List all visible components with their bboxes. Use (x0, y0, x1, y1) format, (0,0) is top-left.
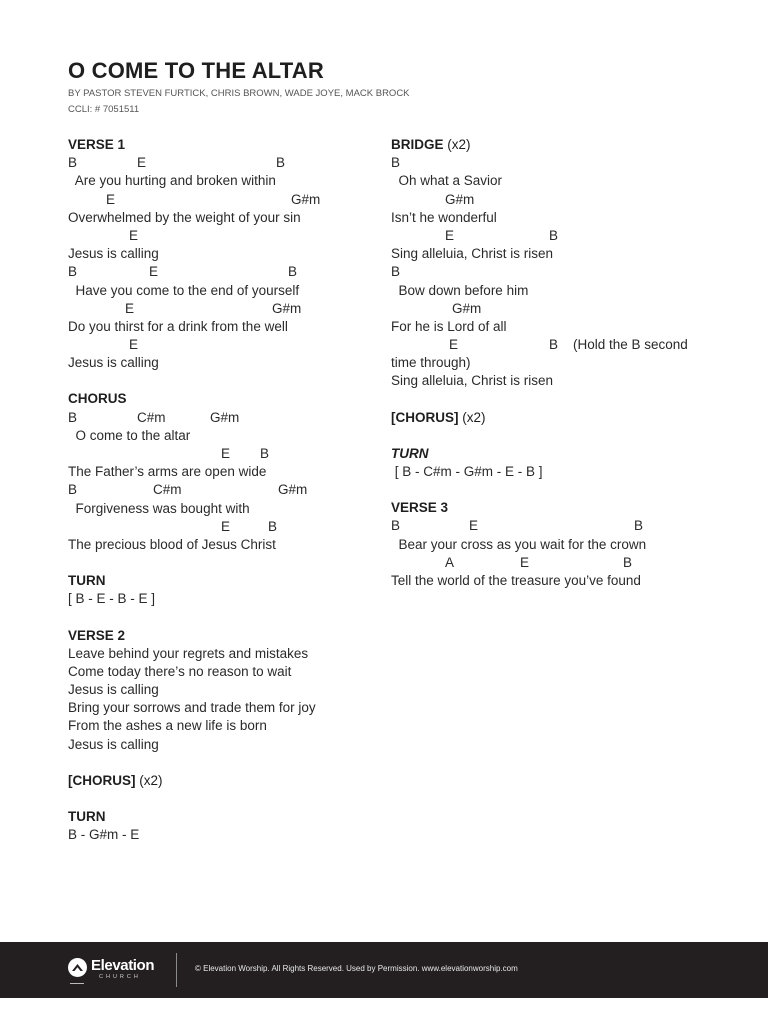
chord: B (68, 409, 78, 425)
lyric-line: The Father’s arms are open wide (68, 464, 267, 480)
lyric-line: time through) (391, 355, 471, 371)
chord: E (125, 300, 135, 316)
chord-line (391, 191, 731, 209)
chord: B (391, 518, 401, 534)
chord-line (68, 518, 368, 536)
lyric-line: Isn’t he wonderful (391, 209, 497, 225)
lyric-line: From the ashes a new life is born (68, 718, 267, 734)
chord: G#m (210, 409, 240, 425)
chord-line (68, 336, 368, 354)
chord: B (391, 264, 401, 280)
lyric-line: Bring your sorrows and trade them for joy (68, 700, 316, 716)
turn-3-section (391, 445, 731, 481)
chord: B (288, 264, 298, 280)
chord: B (276, 155, 286, 171)
lyric-line: Oh what a Savior (391, 173, 503, 189)
repeat-note: (x2) (135, 772, 163, 788)
verse-1-section (68, 136, 368, 372)
turn-2-section (68, 808, 368, 844)
section-heading: TURN (68, 573, 106, 589)
chord: B (549, 227, 559, 243)
chord-line (68, 445, 368, 463)
lyric-line: For he is Lord of all (391, 318, 507, 334)
copyright-notice: © Elevation Worship. All Rights Reserved. Used by Permission. www.elevationworship.com (195, 964, 518, 973)
chord-line (391, 263, 731, 281)
section-heading: VERSE 1 (68, 137, 126, 152)
chord: E (221, 518, 231, 534)
footer-divider (176, 953, 177, 987)
section-heading: VERSE 3 (391, 500, 449, 516)
lyric-line: Have you come to the end of yourself (68, 282, 300, 298)
chord: G#m (452, 300, 482, 316)
chord-line (391, 154, 731, 172)
chord-line (391, 300, 731, 318)
section-heading (391, 409, 731, 427)
chorus-repeat-label: [CHORUS] (391, 409, 459, 425)
lyric-line: Jesus is calling (68, 246, 159, 262)
lyric-line: O come to the altar (68, 427, 191, 443)
logo-wordmark: Elevation (91, 957, 155, 974)
chord: G#m (291, 191, 321, 207)
chord: E (149, 264, 159, 280)
chord: B (268, 518, 278, 534)
lyric-line: Jesus is calling (68, 682, 159, 698)
turn-1-section (68, 572, 368, 608)
chord: B (68, 482, 78, 498)
lyric-line: Sing alleluia, Christ is risen (391, 246, 554, 262)
lyric-line: Bear your cross as you wait for the crown (391, 536, 647, 552)
chord: B (68, 155, 78, 171)
verse-2-section (68, 627, 368, 754)
lyric-line: Come today there’s no reason to wait (68, 663, 292, 679)
chord-line (391, 517, 731, 535)
chord-line (391, 554, 731, 572)
hold-note: (Hold the B second (573, 337, 688, 353)
logo-underline (70, 983, 84, 984)
lyric-line: Jesus is calling (68, 736, 159, 752)
elevation-mountain-icon (68, 958, 87, 977)
chord-progression: [ B - C#m - G#m - E - B ] (391, 464, 543, 479)
footer-bar (0, 942, 768, 998)
chord: C#m (137, 409, 166, 425)
chord: G#m (445, 191, 475, 207)
chord-line (68, 300, 368, 318)
chord: B (260, 446, 270, 461)
lyric-line: Bow down before him (391, 282, 529, 298)
chord: B (623, 554, 633, 570)
section-heading: TURN (68, 809, 106, 824)
repeat-note: (x2) (458, 409, 486, 425)
lyric-line: Forgiveness was bought with (68, 500, 250, 516)
chord: E (129, 227, 139, 243)
left-column (68, 136, 368, 862)
chord-progression: [ B - E - B - E ] (68, 591, 156, 607)
chord-line (391, 336, 731, 354)
lyric-line: The precious blood of Jesus Christ (68, 536, 276, 552)
ccli-number: CCLI: # 7051511 (68, 104, 140, 115)
chord: B (68, 264, 78, 280)
logo-subtitle: CHURCH (99, 974, 141, 980)
lyric-line: Are you hurting and broken within (68, 173, 276, 189)
lyric-line: Tell the world of the treasure you’ve found (391, 572, 641, 588)
chorus-repeat-section (391, 409, 731, 427)
chord: E (445, 227, 455, 243)
chord: E (221, 446, 231, 461)
section-heading: VERSE 2 (68, 627, 126, 643)
chord: G#m (278, 482, 308, 498)
chord: B (634, 518, 644, 534)
right-column (391, 136, 731, 608)
chord: C#m (153, 482, 182, 498)
section-heading: TURN (391, 445, 429, 461)
song-authors: BY PASTOR STEVEN FURTICK, CHRIS BROWN, WADE JOYE, MACK BROCK (68, 88, 410, 99)
chord: E (449, 337, 459, 353)
chord-line (68, 263, 368, 281)
chord-line (68, 409, 368, 427)
song-title: O COME TO THE ALTAR (68, 58, 324, 83)
chord: E (137, 155, 147, 171)
chord-line (68, 481, 368, 499)
section-heading (391, 136, 731, 154)
chorus-repeat-section (68, 772, 368, 790)
section-heading: CHORUS (68, 391, 127, 407)
section-heading (68, 772, 368, 790)
chord: E (129, 337, 139, 353)
chorus-section (68, 390, 368, 554)
chord-line (68, 191, 368, 209)
repeat-note: (x2) (443, 137, 471, 152)
chord: E (520, 554, 530, 570)
lyric-line: Jesus is calling (68, 355, 159, 371)
bridge-label: BRIDGE (391, 137, 444, 152)
lyric-line: Overwhelmed by the weight of your sin (68, 209, 301, 225)
chord: E (106, 191, 116, 207)
chord: B (549, 337, 559, 353)
lyric-line: Sing alleluia, Christ is risen (391, 373, 554, 389)
lyric-line: Do you thirst for a drink from the well (68, 318, 288, 334)
chorus-repeat-label: [CHORUS] (68, 772, 136, 788)
chord: B (391, 155, 401, 171)
bridge-section (391, 136, 731, 391)
chord-line (68, 154, 368, 172)
lyric-line: Leave behind your regrets and mistakes (68, 645, 309, 661)
chord-line (391, 227, 731, 245)
chord: E (469, 518, 479, 534)
chord-line (68, 227, 368, 245)
chord-progression: B - G#m - E (68, 827, 140, 843)
elevation-logo (68, 954, 168, 988)
chord: A (445, 554, 455, 570)
chord: G#m (272, 300, 302, 316)
verse-3-section (391, 499, 731, 590)
